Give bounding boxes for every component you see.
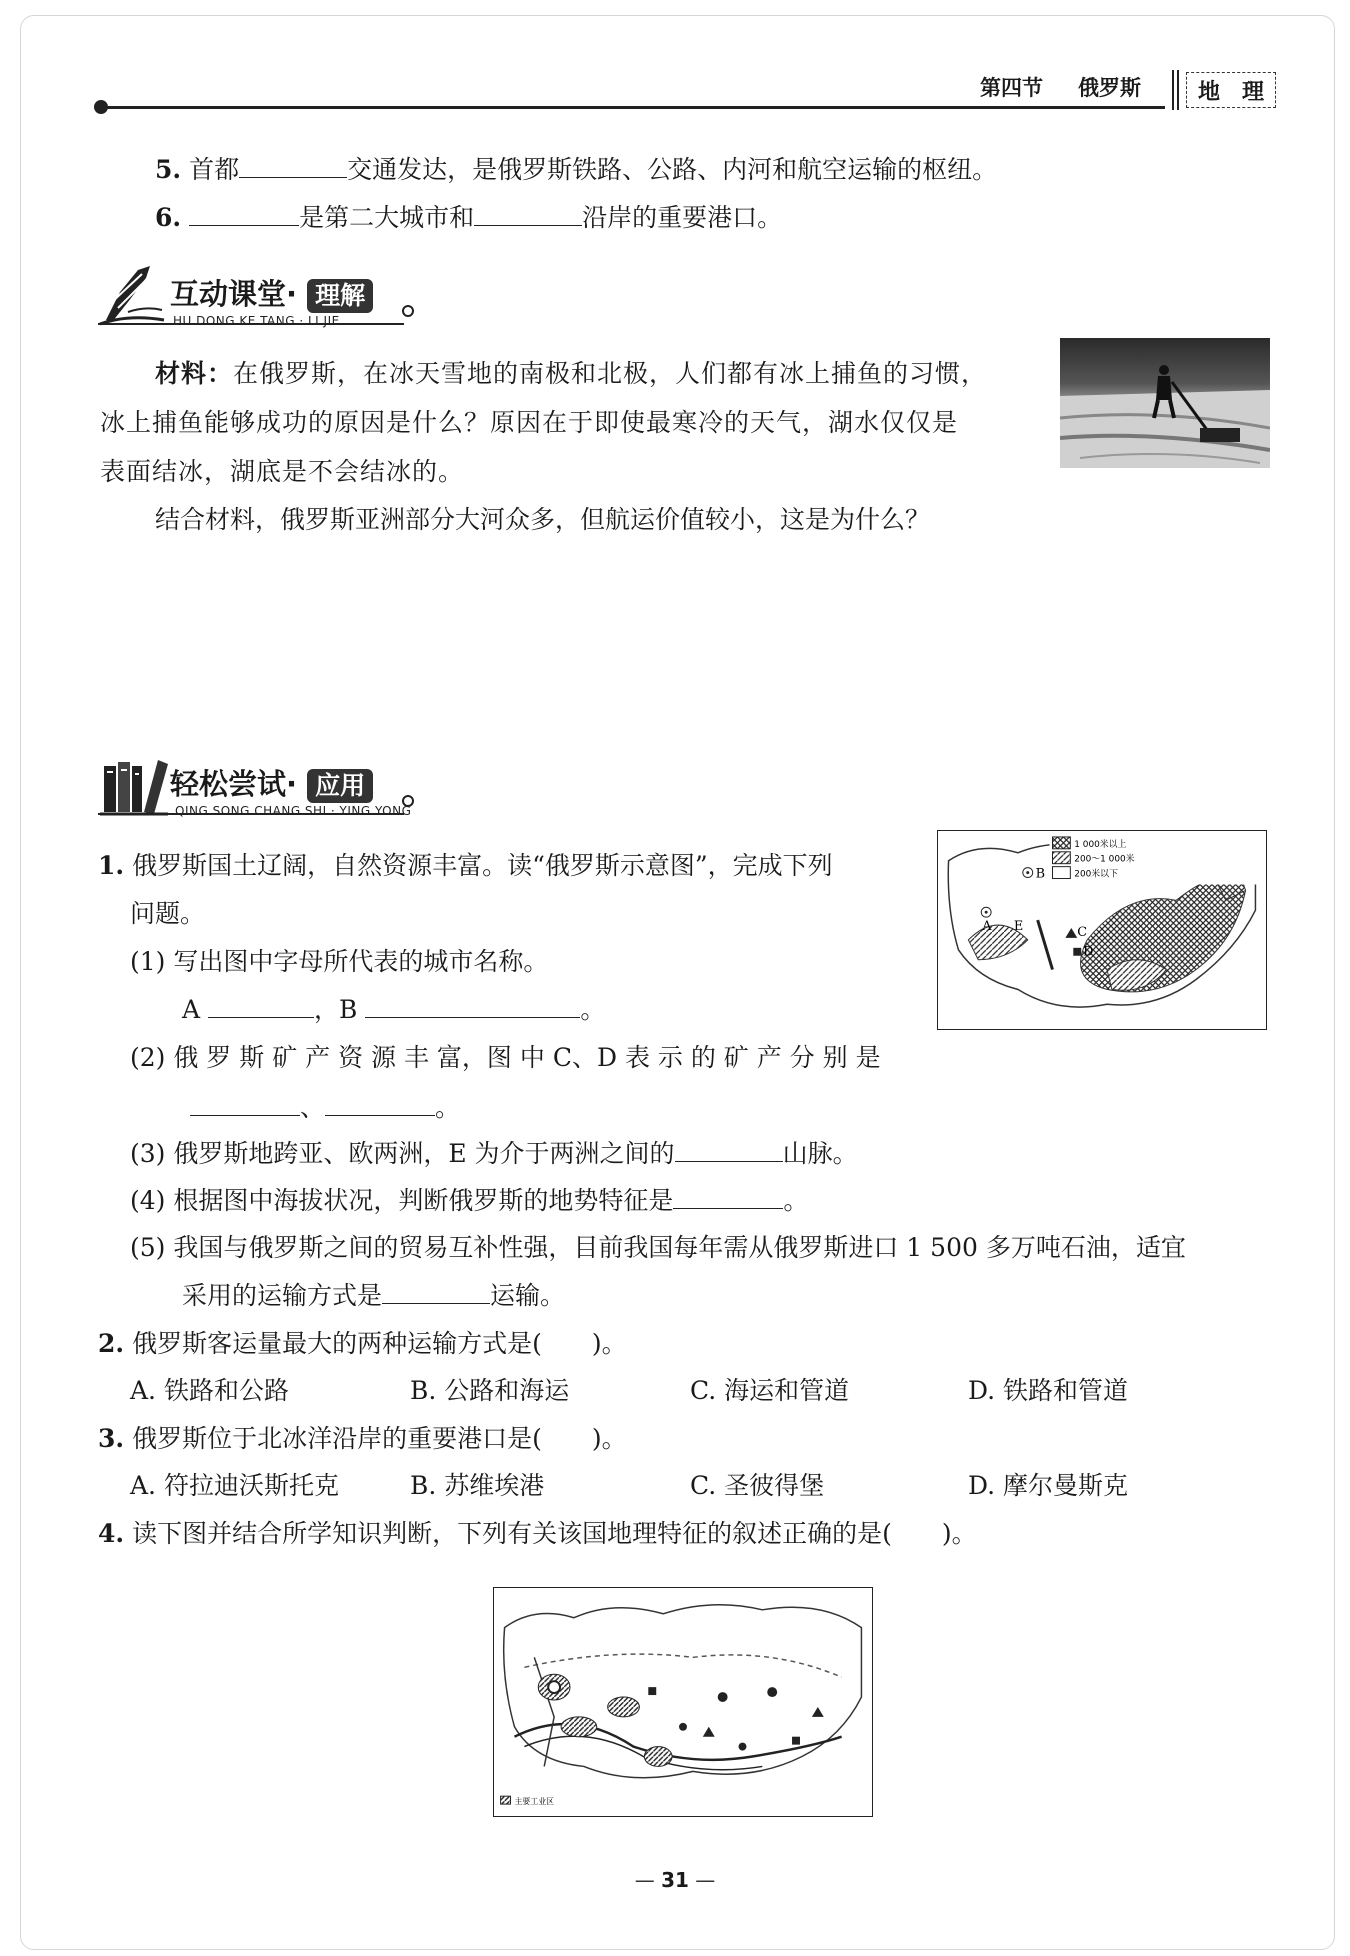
material-question: 结合材料，俄罗斯亚洲部分大河众多，但航运价值较小，这是为什么？ <box>155 505 931 534</box>
question-3-stem: 3. 俄罗斯位于北冰洋沿岸的重要港口是( )。 <box>98 1424 627 1453</box>
answer-blank[interactable] <box>239 152 347 178</box>
section-pinyin: HU DONG KE TANG · LI JIE <box>173 314 340 328</box>
question-6: 6. 是第二大城市和 沿岸的重要港口。 <box>155 200 782 236</box>
question-1-part: 采用的运输方式是 运输。 <box>182 1278 565 1314</box>
material-line: 冰上捕鱼能够成功的原因是什么？原因在于即使最寒冷的天气，湖水仅仅是 <box>100 408 959 437</box>
question-1-part: (3) 俄罗斯地跨亚、欧两洲，E 为介于两洲之间的 山脉。 <box>130 1136 858 1172</box>
option-a[interactable]: A. 符拉迪沃斯托克 <box>130 1471 339 1500</box>
option-a[interactable]: A. 铁路和公路 <box>130 1376 289 1405</box>
map-label-b: B <box>1035 866 1046 882</box>
russia-industry-map <box>493 1587 873 1817</box>
question-1-part: 、 。 <box>190 1090 460 1126</box>
legend-label: 200～1 000米 <box>1074 854 1135 865</box>
header-country: 俄罗斯 <box>1078 76 1141 100</box>
answer-blank[interactable] <box>190 1090 300 1116</box>
russia-elevation-map <box>937 830 1267 1030</box>
option-c[interactable]: C. 海运和管道 <box>690 1376 850 1405</box>
answer-blank[interactable] <box>189 200 299 226</box>
section-pinyin: QING SONG CHANG SHI · YING YONG <box>175 804 412 818</box>
section-tag: 应用 <box>307 769 373 803</box>
question-1-part: (2) 俄 罗 斯 矿 产 资 源 丰 富，图 中 C、D 表 示 的 矿 产 分 别 是 <box>130 1043 881 1072</box>
books-icon <box>98 752 170 820</box>
answer-blank[interactable] <box>365 992 580 1018</box>
question-1-part: (5) 我国与俄罗斯之间的贸易互补性强，目前我国每年需从俄罗斯进口 1 500 多万吨石油，适宜 <box>130 1233 1186 1262</box>
question-1-part: A ，B 。 <box>182 992 605 1028</box>
map-label-e: E <box>1013 919 1024 934</box>
header-section: 第四节 <box>980 76 1043 100</box>
section-title: 互动课堂· 理解 <box>170 272 373 313</box>
legend-label: 200米以下 <box>1074 869 1118 880</box>
subject-char: 地 <box>1197 79 1220 105</box>
option-d[interactable]: D. 铁路和管道 <box>968 1376 1129 1405</box>
map-label-c: C <box>1077 924 1088 940</box>
question-1-part: (1) 写出图中字母所代表的城市名称。 <box>130 947 549 976</box>
answer-blank[interactable] <box>675 1136 783 1162</box>
ice-fishing-photo <box>1060 338 1270 468</box>
answer-blank[interactable] <box>382 1278 490 1304</box>
header-rule <box>100 106 1165 109</box>
header-separator <box>1177 70 1179 110</box>
section-circle <box>402 305 414 317</box>
answer-blank[interactable] <box>325 1090 435 1116</box>
legend-label: 1 000米以上 <box>1074 839 1127 850</box>
option-b[interactable]: B. 苏维埃港 <box>410 1471 545 1500</box>
question-1-stem: 问题。 <box>130 899 206 928</box>
option-b[interactable]: B. 公路和海运 <box>410 1376 570 1405</box>
question-4-stem: 4. 读下图并结合所学知识判断，下列有关该国地理特征的叙述正确的是( )。 <box>98 1519 977 1548</box>
answer-blank[interactable] <box>673 1183 783 1209</box>
header-separator <box>1172 70 1174 110</box>
subject-char: 理 <box>1241 79 1264 105</box>
map-label-d: D <box>1083 944 1094 960</box>
material-line: 表面结冰，湖底是不会结冰的。 <box>100 457 465 486</box>
question-2-stem: 2. 俄罗斯客运量最大的两种运输方式是( )。 <box>98 1329 627 1358</box>
section-tag: 理解 <box>307 279 373 313</box>
map-legend-label: 主要工业区 <box>514 1797 555 1807</box>
page-number: — 31 — <box>634 1868 716 1892</box>
section-title: 轻松尝试· 应用 <box>170 762 373 803</box>
option-d[interactable]: D. 摩尔曼斯克 <box>968 1471 1129 1500</box>
question-1-stem: 1. 俄罗斯国土辽阔，自然资源丰富。读“俄罗斯示意图”，完成下列 <box>98 851 833 880</box>
option-c[interactable]: C. 圣彼得堡 <box>690 1471 825 1500</box>
question-1-part: (4) 根据图中海拔状况，判断俄罗斯的地势特征是 。 <box>130 1183 808 1219</box>
answer-blank[interactable] <box>208 992 314 1018</box>
material-line: 材料：在俄罗斯，在冰天雪地的南极和北极，人们都有冰上捕鱼的习惯， <box>155 359 988 388</box>
subject-box <box>1186 72 1276 108</box>
map-label-a: A <box>982 919 992 934</box>
answer-blank[interactable] <box>474 200 582 226</box>
pen-writing-icon <box>98 262 170 330</box>
question-5: 5. 首都 交通发达，是俄罗斯铁路、公路、内河和航空运输的枢纽。 <box>155 152 997 188</box>
